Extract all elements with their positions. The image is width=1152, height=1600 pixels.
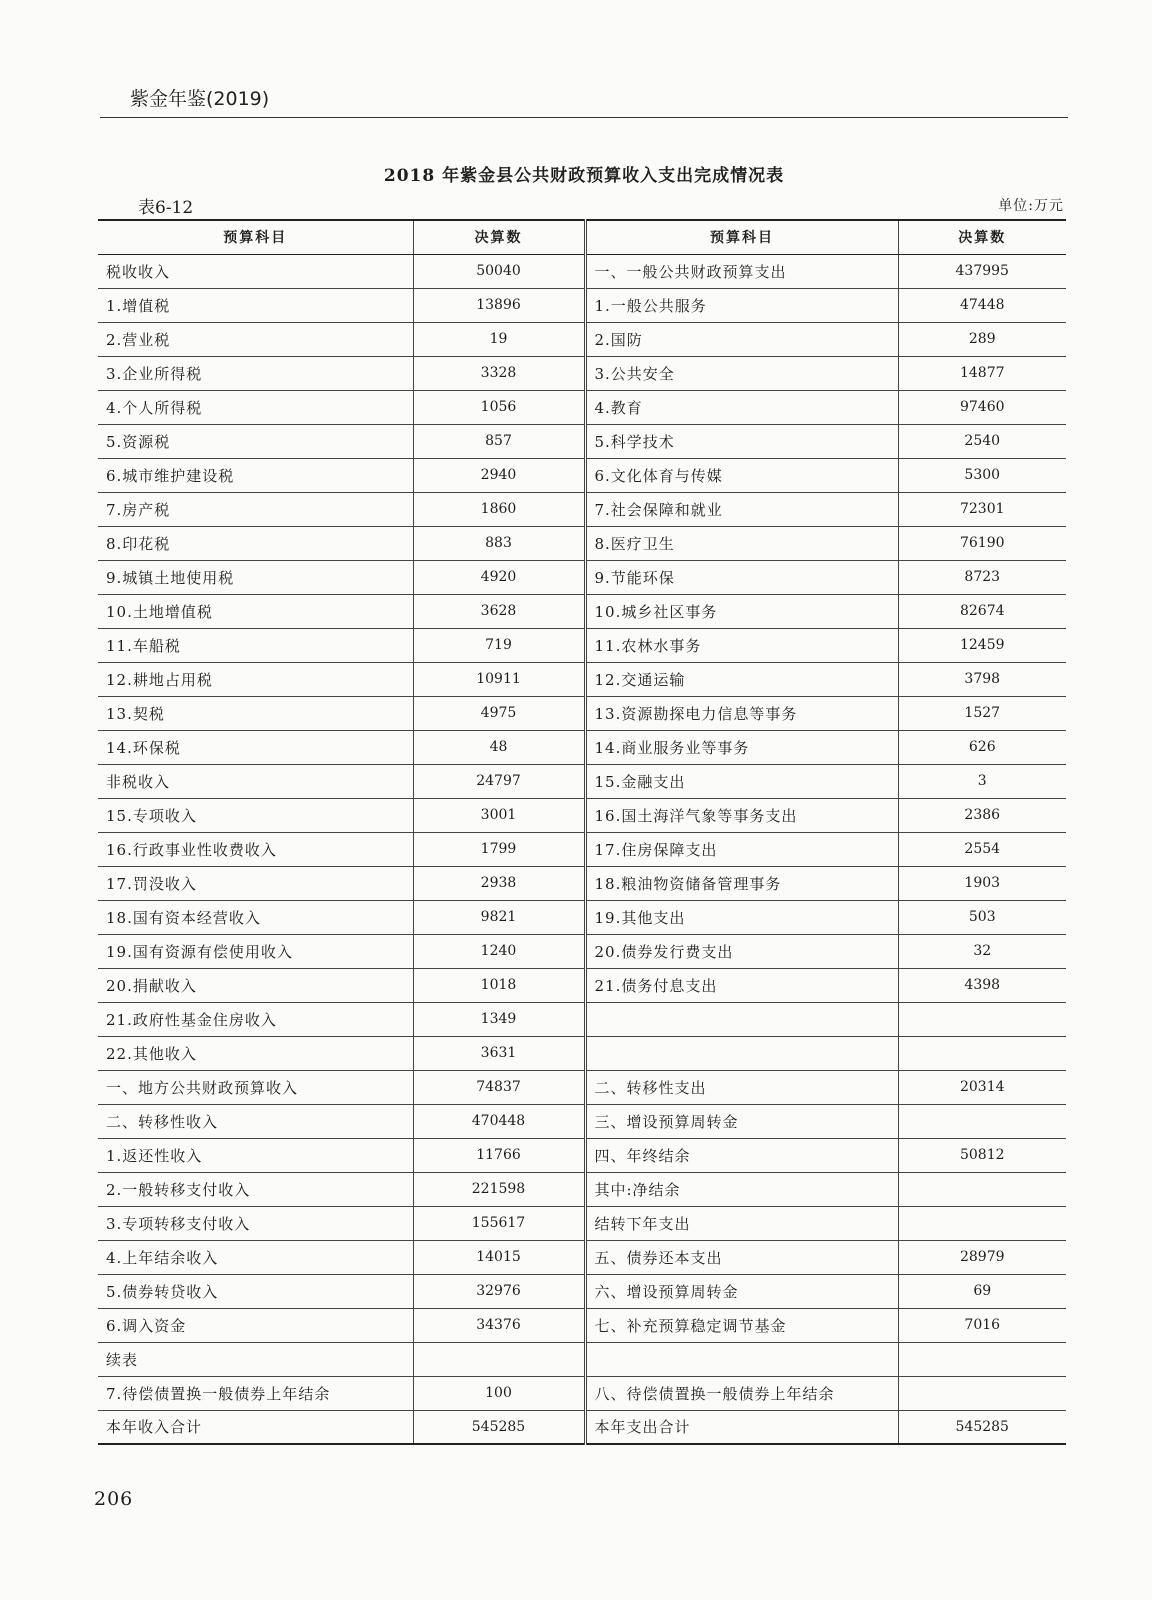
revenue-amount: 10911 (413, 662, 585, 696)
expenditure-item: 二、转移性支出 (585, 1070, 898, 1104)
expenditure-amount: 47448 (898, 288, 1066, 322)
expenditure-amount: 2540 (898, 424, 1066, 458)
revenue-item: 7.待偿债置换一般债券上年结余 (98, 1376, 413, 1410)
revenue-item: 16.行政事业性收费收入 (98, 832, 413, 866)
expenditure-item: 三、增设预算周转金 (585, 1104, 898, 1138)
expenditure-amount: 3 (898, 764, 1066, 798)
expenditure-item: 六、增设预算周转金 (585, 1274, 898, 1308)
expenditure-item: 11.农林水事务 (585, 628, 898, 662)
expenditure-item: 9.节能环保 (585, 560, 898, 594)
revenue-item: 10.土地增值税 (98, 594, 413, 628)
expenditure-item: 2.国防 (585, 322, 898, 356)
revenue-item: 12.耕地占用税 (98, 662, 413, 696)
expenditure-item: 16.国土海洋气象等事务支出 (585, 798, 898, 832)
expenditure-item: 15.金融支出 (585, 764, 898, 798)
column-header: 决算数 (413, 220, 585, 254)
table-row (98, 1206, 1066, 1240)
table-row (98, 798, 1066, 832)
expenditure-item: 18.粮油物资储备管理事务 (585, 866, 898, 900)
table-row (98, 254, 1066, 288)
table-row (98, 560, 1066, 594)
revenue-amount: 545285 (413, 1410, 585, 1444)
revenue-item: 6.调入资金 (98, 1308, 413, 1342)
table-row (98, 458, 1066, 492)
expenditure-amount (898, 1342, 1066, 1376)
table-row (98, 288, 1066, 322)
expenditure-amount (898, 1376, 1066, 1410)
revenue-amount: 13896 (413, 288, 585, 322)
expenditure-amount: 97460 (898, 390, 1066, 424)
revenue-amount: 883 (413, 526, 585, 560)
table-row (98, 322, 1066, 356)
expenditure-amount: 5300 (898, 458, 1066, 492)
revenue-amount: 155617 (413, 1206, 585, 1240)
table-row (98, 730, 1066, 764)
expenditure-item: 7.社会保障和就业 (585, 492, 898, 526)
revenue-item: 15.专项收入 (98, 798, 413, 832)
revenue-amount: 3001 (413, 798, 585, 832)
unit-label: 单位:万元 (998, 198, 1064, 214)
expenditure-item (585, 1342, 898, 1376)
table-row (98, 1002, 1066, 1036)
revenue-amount: 1240 (413, 934, 585, 968)
expenditure-amount: 20314 (898, 1070, 1066, 1104)
table-row (98, 1376, 1066, 1410)
expenditure-item: 3.公共安全 (585, 356, 898, 390)
revenue-item: 本年收入合计 (98, 1410, 413, 1444)
revenue-amount (413, 1342, 585, 1376)
table-row (98, 424, 1066, 458)
revenue-item: 2.一般转移支付收入 (98, 1172, 413, 1206)
revenue-item: 税收收入 (98, 254, 413, 288)
revenue-amount: 221598 (413, 1172, 585, 1206)
expenditure-item (585, 1036, 898, 1070)
expenditure-item: 其中:净结余 (585, 1172, 898, 1206)
table-row (98, 594, 1066, 628)
revenue-item: 14.环保税 (98, 730, 413, 764)
revenue-amount: 719 (413, 628, 585, 662)
expenditure-item: 6.文化体育与传媒 (585, 458, 898, 492)
table-row (98, 1274, 1066, 1308)
revenue-amount: 1860 (413, 492, 585, 526)
table-title: 2018 年紫金县公共财政预算收入支出完成情况表 (383, 166, 785, 186)
revenue-item: 22.其他收入 (98, 1036, 413, 1070)
expenditure-amount: 3798 (898, 662, 1066, 696)
expenditure-item (585, 1002, 898, 1036)
revenue-amount: 470448 (413, 1104, 585, 1138)
revenue-item: 1.增值税 (98, 288, 413, 322)
table-row (98, 866, 1066, 900)
expenditure-amount (898, 1104, 1066, 1138)
expenditure-item: 13.资源勘探电力信息等事务 (585, 696, 898, 730)
expenditure-amount: 4398 (898, 968, 1066, 1002)
table-row (98, 1070, 1066, 1104)
revenue-amount: 9821 (413, 900, 585, 934)
table-row (98, 696, 1066, 730)
expenditure-amount: 76190 (898, 526, 1066, 560)
expenditure-item: 四、年终结余 (585, 1138, 898, 1172)
running-head-title: 紫金年鉴(2019) (130, 88, 270, 110)
revenue-item: 1.返还性收入 (98, 1138, 413, 1172)
expenditure-item: 5.科学技术 (585, 424, 898, 458)
expenditure-item: 12.交通运输 (585, 662, 898, 696)
revenue-item: 7.房产税 (98, 492, 413, 526)
column-header: 预算科目 (98, 220, 413, 254)
revenue-item: 18.国有资本经营收入 (98, 900, 413, 934)
expenditure-item: 结转下年支出 (585, 1206, 898, 1240)
table-row (98, 900, 1066, 934)
table-row (98, 1104, 1066, 1138)
revenue-amount: 74837 (413, 1070, 585, 1104)
expenditure-item: 8.医疗卫生 (585, 526, 898, 560)
revenue-item: 2.营业税 (98, 322, 413, 356)
expenditure-amount: 626 (898, 730, 1066, 764)
table-row (98, 934, 1066, 968)
revenue-amount: 2940 (413, 458, 585, 492)
revenue-item: 6.城市维护建设税 (98, 458, 413, 492)
expenditure-amount: 289 (898, 322, 1066, 356)
expenditure-amount: 32 (898, 934, 1066, 968)
expenditure-amount (898, 1036, 1066, 1070)
revenue-item: 5.资源税 (98, 424, 413, 458)
budget-table (98, 219, 1066, 1445)
revenue-amount: 1799 (413, 832, 585, 866)
table-header-row (98, 220, 1066, 254)
revenue-item: 4.上年结余收入 (98, 1240, 413, 1274)
expenditure-item: 五、债券还本支出 (585, 1240, 898, 1274)
table-row (98, 764, 1066, 798)
revenue-item: 5.债券转贷收入 (98, 1274, 413, 1308)
table-row (98, 1138, 1066, 1172)
table-number: 表6-12 (138, 198, 194, 218)
revenue-amount: 1349 (413, 1002, 585, 1036)
expenditure-amount: 28979 (898, 1240, 1066, 1274)
table-row (98, 1308, 1066, 1342)
expenditure-item: 14.商业服务业等事务 (585, 730, 898, 764)
table-body (98, 254, 1066, 1444)
table-row (98, 1172, 1066, 1206)
revenue-amount: 1056 (413, 390, 585, 424)
expenditure-amount (898, 1172, 1066, 1206)
revenue-item: 3.专项转移支付收入 (98, 1206, 413, 1240)
revenue-amount: 50040 (413, 254, 585, 288)
revenue-amount: 19 (413, 322, 585, 356)
revenue-item: 非税收入 (98, 764, 413, 798)
expenditure-amount: 82674 (898, 594, 1066, 628)
table-row (98, 526, 1066, 560)
revenue-amount: 100 (413, 1376, 585, 1410)
expenditure-amount: 50812 (898, 1138, 1066, 1172)
column-header: 预算科目 (585, 220, 898, 254)
expenditure-item: 10.城乡社区事务 (585, 594, 898, 628)
expenditure-item: 1.一般公共服务 (585, 288, 898, 322)
revenue-amount: 3631 (413, 1036, 585, 1070)
revenue-item: 4.个人所得税 (98, 390, 413, 424)
revenue-amount: 2938 (413, 866, 585, 900)
expenditure-amount: 503 (898, 900, 1066, 934)
expenditure-item: 一、一般公共财政预算支出 (585, 254, 898, 288)
revenue-amount: 34376 (413, 1308, 585, 1342)
revenue-item: 3.企业所得税 (98, 356, 413, 390)
revenue-amount: 4975 (413, 696, 585, 730)
revenue-amount: 1018 (413, 968, 585, 1002)
table-row (98, 1342, 1066, 1376)
expenditure-amount: 12459 (898, 628, 1066, 662)
revenue-item: 续表 (98, 1342, 413, 1376)
revenue-amount: 3628 (413, 594, 585, 628)
table-row (98, 390, 1066, 424)
table-row (98, 968, 1066, 1002)
expenditure-amount: 2386 (898, 798, 1066, 832)
table-row (98, 1410, 1066, 1444)
revenue-amount: 857 (413, 424, 585, 458)
revenue-item: 一、地方公共财政预算收入 (98, 1070, 413, 1104)
expenditure-item: 21.债务付息支出 (585, 968, 898, 1002)
table-row (98, 832, 1066, 866)
expenditure-amount: 2554 (898, 832, 1066, 866)
header-rule (100, 117, 1068, 118)
revenue-amount: 48 (413, 730, 585, 764)
expenditure-amount (898, 1002, 1066, 1036)
revenue-item: 8.印花税 (98, 526, 413, 560)
revenue-item: 二、转移性收入 (98, 1104, 413, 1138)
revenue-item: 13.契税 (98, 696, 413, 730)
expenditure-amount: 1527 (898, 696, 1066, 730)
expenditure-item: 七、补充预算稳定调节基金 (585, 1308, 898, 1342)
column-header: 决算数 (898, 220, 1066, 254)
expenditure-item: 本年支出合计 (585, 1410, 898, 1444)
table-row (98, 492, 1066, 526)
revenue-item: 20.捐献收入 (98, 968, 413, 1002)
table-row (98, 628, 1066, 662)
expenditure-amount: 8723 (898, 560, 1066, 594)
expenditure-amount (898, 1206, 1066, 1240)
revenue-item: 9.城镇土地使用税 (98, 560, 413, 594)
expenditure-amount: 1903 (898, 866, 1066, 900)
revenue-item: 19.国有资源有偿使用收入 (98, 934, 413, 968)
revenue-item: 21.政府性基金住房收入 (98, 1002, 413, 1036)
expenditure-item: 八、待偿债置换一般债券上年结余 (585, 1376, 898, 1410)
expenditure-amount: 7016 (898, 1308, 1066, 1342)
table-row (98, 356, 1066, 390)
table-row (98, 1036, 1066, 1070)
revenue-amount: 24797 (413, 764, 585, 798)
revenue-amount: 3328 (413, 356, 585, 390)
revenue-amount: 11766 (413, 1138, 585, 1172)
revenue-item: 11.车船税 (98, 628, 413, 662)
expenditure-amount: 14877 (898, 356, 1066, 390)
expenditure-item: 4.教育 (585, 390, 898, 424)
expenditure-item: 17.住房保障支出 (585, 832, 898, 866)
page-number: 206 (94, 1488, 134, 1510)
revenue-amount: 32976 (413, 1274, 585, 1308)
expenditure-amount: 437995 (898, 254, 1066, 288)
revenue-item: 17.罚没收入 (98, 866, 413, 900)
expenditure-amount: 72301 (898, 492, 1066, 526)
expenditure-item: 19.其他支出 (585, 900, 898, 934)
expenditure-item: 20.债券发行费支出 (585, 934, 898, 968)
expenditure-amount: 69 (898, 1274, 1066, 1308)
revenue-amount: 14015 (413, 1240, 585, 1274)
revenue-amount: 4920 (413, 560, 585, 594)
expenditure-amount: 545285 (898, 1410, 1066, 1444)
table-row (98, 662, 1066, 696)
table-row (98, 1240, 1066, 1274)
